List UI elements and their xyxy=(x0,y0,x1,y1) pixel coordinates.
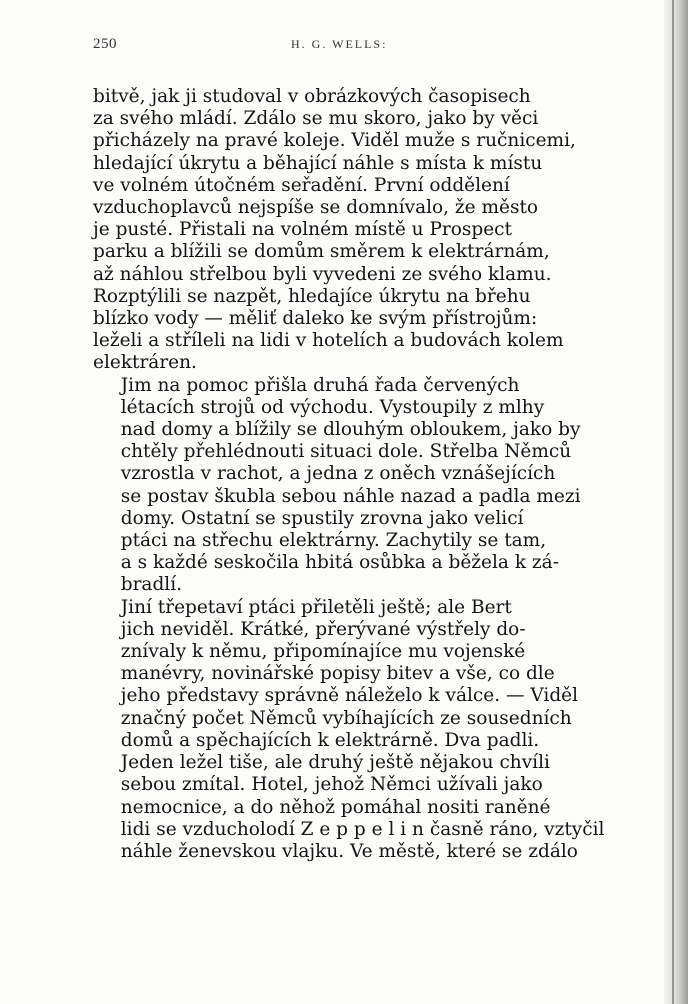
text-line: elektráren. xyxy=(93,352,197,374)
paragraph-3 xyxy=(93,596,605,863)
text-line: domy. Ostatní se spustily zrovna jako velicí xyxy=(120,507,524,529)
text-line: náhle ženevskou vlajku. Ve městě, které se zdálo xyxy=(120,840,578,862)
page-edge-line xyxy=(672,0,674,1004)
text-line: parku a blížili se domům směrem k elektrárnám, xyxy=(93,241,550,263)
text-line: je pusté. Přistali na volném místě u Prospect xyxy=(93,219,512,241)
text-line: hledající úkrytu a běhající náhle s místa k místu xyxy=(93,152,543,174)
text-line: značný počet Němců vybíhajících ze sousedních xyxy=(120,707,572,729)
text-line: ptáci na střechu elektrárny. Zachytily se tam, xyxy=(120,530,547,552)
text-line: Rozptýlili se nazpět, hledajíce úkrytu na břehu xyxy=(93,285,531,307)
page-number: 250 xyxy=(93,36,117,52)
text-line: bitvě, jak ji studoval v obrázkových časopisech xyxy=(93,86,531,107)
text-line: Jim na pomoc přišla druhá řada červených xyxy=(120,374,520,396)
text-line: vzrostla v rachot, a jedna z oněch vznášejících xyxy=(120,463,556,485)
text-line: lidi se vzducholodí Z e p p e l i n časně ráno, vztyčil xyxy=(120,818,605,840)
text-line: se postav škubla sebou náhle nazad a padla mezi xyxy=(120,485,581,507)
text-line: bradlí. xyxy=(120,574,183,596)
page-header xyxy=(93,36,593,56)
text-line: Jiní třepetaví ptáci přiletěli ještě; ale Bert xyxy=(120,596,512,618)
text-line: až náhlou střelbou byli vyvedeni ze svého klamu. xyxy=(93,263,552,285)
text-line: nemocnice, a do něhož pomáhal nositi raněné xyxy=(120,796,551,818)
text-line: leželi a stříleli na lidi v hotelích a budovách kolem xyxy=(93,330,564,352)
text-line: znívaly k němu, připomínajíce mu vojenské xyxy=(120,641,526,663)
running-head: H. G. WELLS: xyxy=(291,37,388,51)
body-text xyxy=(93,86,605,863)
text-line: ve volném útočném seřadění. První oddělení xyxy=(93,174,510,196)
text-line: jich neviděl. Krátké, přerývané výstřely do- xyxy=(120,618,526,640)
text-line: domů a spěchajících k elektrárně. Dva padli. xyxy=(120,729,540,751)
text-line: jeho představy správně náleželo k válce. — Viděl xyxy=(120,685,579,707)
text-line: nad domy a blížily se dlouhým obloukem, jako by xyxy=(120,419,581,441)
text-line: Jeden ležel tiše, ale druhý ještě nějakou chvíli xyxy=(120,752,550,774)
text-line: blízko vody — měliť daleko ke svým přístrojům: xyxy=(93,308,538,330)
text-line: létacích strojů od východu. Vystoupily z mlhy xyxy=(120,396,545,418)
text-line: chtěly přehlédnouti situaci dole. Střelba Němců xyxy=(120,441,572,463)
text-line: přicházely na pravé koleje. Viděl muže s ručnicemi, xyxy=(93,130,576,152)
text-line: sebou zmítal. Hotel, jehož Němci užívali jako xyxy=(120,774,543,796)
paragraph-2 xyxy=(93,375,587,597)
text-line: manévry, novinářské popisy bitev a vše, co dle xyxy=(120,663,555,685)
paragraph-1 xyxy=(93,86,587,375)
page-edge-shadow xyxy=(664,0,688,1004)
text-line: za svého mládí. Zdálo se mu skoro, jako by věci xyxy=(93,108,539,130)
text-line: a s každé seskočila hbitá osůbka a běžela k zá- xyxy=(120,552,559,574)
text-line: vzduchoplavců nejspíše se domnívalo, že město xyxy=(93,197,539,219)
